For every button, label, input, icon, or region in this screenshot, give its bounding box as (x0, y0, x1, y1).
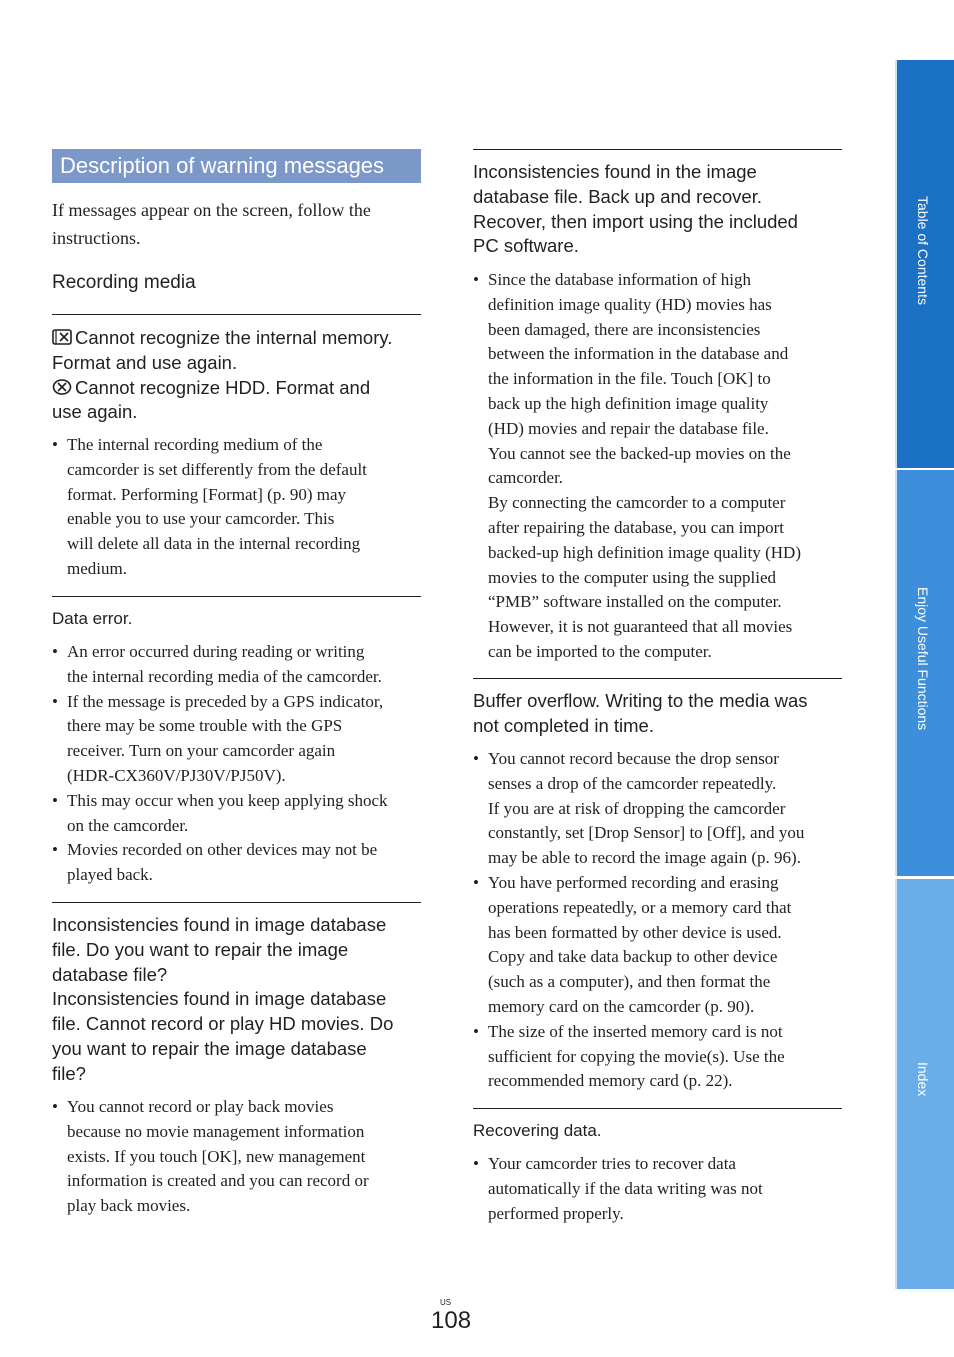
message-line: Cannot recognize the internal memory. (75, 327, 393, 348)
message-line: you want to repair the image database (52, 1037, 367, 1059)
message-line: Cannot recognize HDD. Format and (75, 376, 371, 398)
intro-text (52, 196, 421, 252)
bullet-line: played back. (67, 865, 153, 885)
warning-message-database (52, 913, 424, 1087)
divider (52, 596, 421, 597)
bullet-item (52, 1095, 424, 1219)
bullet-list (52, 640, 424, 888)
bullet-line: will delete all data in the internal recording (67, 534, 361, 554)
bullet-line: • The internal recording medium of the (67, 435, 323, 454)
message-line: file. Cannot record or play HD movies. Do (52, 1013, 394, 1035)
bullet-line: between the information in the database and (488, 344, 789, 364)
bullet-line: • Since the database information of high (488, 270, 751, 289)
bullet-line: (such as a computer), and then format the (488, 972, 771, 992)
bullet-line: on the camcorder. (67, 815, 189, 835)
bullet-line: definition image quality (HD) movies has (488, 294, 772, 314)
bullet-line: However, it is not guaranteed that all movies (488, 617, 793, 637)
message-line: database file. Back up and recover. (473, 185, 762, 207)
bullet-list (52, 1095, 424, 1219)
divider (52, 314, 421, 315)
bullet-line: camcorder. (488, 468, 564, 488)
bullet-line: • You have performed recording and erasing (488, 872, 779, 892)
bullet-item (52, 838, 424, 888)
bullet-line: may be able to record the image again (p. 96). (488, 848, 801, 868)
tab-index[interactable] (895, 879, 954, 1289)
message-line: Inconsistencies found in image database (52, 914, 387, 935)
bullet-item (473, 268, 845, 665)
bullet-item (473, 871, 845, 1020)
divider (473, 678, 842, 679)
bullet-list (473, 268, 845, 665)
intro-line: If messages appear on the screen, follow the (52, 200, 371, 220)
bullet-line: You cannot see the backed-up movies on the (488, 443, 791, 463)
bullet-line: “PMB” software installed on the computer. (488, 592, 782, 612)
bullet-list (52, 433, 424, 582)
bullet-line: back up the high definition image quality (488, 393, 769, 413)
bullet-line: • The size of the inserted memory card is not (488, 1021, 783, 1041)
bullet-line: backed-up high definition image quality (HD) (488, 542, 801, 562)
bullet-line: been damaged, there are inconsistencies (488, 319, 761, 339)
bullet-list (473, 747, 845, 1094)
tab-label: Enjoy Useful Functions (915, 587, 931, 731)
bullet-line: exists. If you touch [OK], new management (67, 1146, 366, 1166)
tab-table-of-contents[interactable] (895, 60, 954, 468)
bullet-line: memory card on the camcorder (p. 90). (488, 996, 755, 1016)
message-line: PC software. (473, 235, 579, 257)
bullet-line: • This may occur when you keep applying shock (67, 790, 388, 810)
bullet-line: • An error occurred during reading or writing (67, 642, 365, 661)
bullet-line: (HDR-CX360V/PJ30V/PJ50V). (67, 765, 286, 785)
bullet-line: constantly, set [Drop Sensor] to [Off], and you (488, 823, 805, 843)
tab-label: Table of Contents (915, 196, 931, 305)
bullet-item (473, 747, 845, 871)
bullet-line: • Your camcorder tries to recover data (488, 1154, 736, 1173)
message-line: Inconsistencies found in the image (473, 161, 757, 182)
warning-message-data-error: Data error. (52, 609, 133, 628)
bullet-line: has been formatted by other device is used. (488, 922, 782, 942)
warning-message-buffer-overflow (473, 689, 845, 739)
bullet-line: after repairing the database, you can import (488, 517, 784, 537)
warning-message-memory (52, 326, 424, 425)
bullet-line: the internal recording media of the camcorder. (67, 666, 382, 686)
bullet-line: • Movies recorded on other devices may not be (67, 840, 378, 860)
bullet-line: (HD) movies and repair the database file. (488, 418, 769, 438)
divider (52, 902, 421, 903)
bullet-item (52, 433, 424, 582)
bullet-line: enable you to use your camcorder. This (67, 509, 335, 529)
divider (473, 1108, 842, 1109)
tab-enjoy-useful-functions[interactable] (895, 470, 954, 876)
bullet-line: medium. (67, 558, 127, 578)
bullet-line: camcorder is set differently from the default (67, 459, 367, 479)
message-line: Recover, then import using the included (473, 210, 798, 232)
bullet-line: format. Performing [Format] (p. 90) may (67, 484, 347, 504)
bullet-line: recommended memory card (p. 22). (488, 1071, 733, 1091)
internal-memory-icon (52, 328, 72, 346)
warning-message-recovering: Recovering data. (473, 1121, 602, 1140)
hdd-icon (52, 378, 72, 396)
bullet-line: the information in the file. Touch [OK] to (488, 369, 771, 389)
bullet-line: automatically if the data writing was not (488, 1178, 763, 1198)
message-line: Format and use again. (52, 351, 238, 373)
bullet-line: information is created and you can record or (67, 1171, 369, 1191)
message-line: use again. (52, 401, 138, 423)
page-region: US (440, 1298, 452, 1307)
bullet-item (52, 789, 424, 839)
intro-line: instructions. (52, 228, 141, 248)
bullet-item (52, 640, 424, 690)
bullet-line: can be imported to the computer. (488, 641, 712, 661)
bullet-line: movies to the computer using the supplied (488, 567, 777, 587)
message-line: database file? (52, 963, 168, 985)
bullet-item (473, 1020, 845, 1094)
message-line: not completed in time. (473, 714, 654, 736)
divider (473, 149, 842, 150)
tab-label: Index (915, 1062, 931, 1097)
bullet-line: play back movies. (67, 1196, 191, 1216)
bullet-line: Copy and take data backup to other device (488, 947, 778, 967)
bullet-item (473, 1152, 845, 1226)
message-line: file. Do you want to repair the image (52, 938, 349, 960)
bullet-line: operations repeatedly, or a memory card that (488, 897, 792, 917)
bullet-list (473, 1152, 845, 1226)
warning-message-database-backup (473, 160, 845, 259)
bullet-line: sufficient for copying the movie(s). Use the (488, 1046, 785, 1066)
bullet-line: • You cannot record because the drop sensor (488, 749, 779, 768)
bullet-line: receiver. Turn on your camcorder again (67, 741, 336, 761)
recording-media-heading: Recording media (52, 272, 196, 293)
bullet-line: By connecting the camcorder to a computer (488, 493, 786, 513)
bullet-line: If you are at risk of dropping the camcorder (488, 798, 786, 818)
page-number: 108 (431, 1307, 472, 1334)
message-line: Inconsistencies found in image database (52, 988, 387, 1010)
bullet-line: • You cannot record or play back movies (67, 1097, 334, 1116)
message-line: Buffer overflow. Writing to the media was (473, 690, 808, 711)
bullet-line: • If the message is preceded by a GPS indicator, (67, 691, 384, 711)
bullet-line: senses a drop of the camcorder repeatedly. (488, 773, 777, 793)
section-title: Description of warning messages (52, 149, 421, 183)
bullet-line: performed properly. (488, 1203, 624, 1223)
message-line: file? (52, 1062, 86, 1084)
bullet-line: because no movie management information (67, 1121, 365, 1141)
bullet-item (52, 690, 424, 789)
bullet-line: there may be some trouble with the GPS (67, 716, 343, 736)
